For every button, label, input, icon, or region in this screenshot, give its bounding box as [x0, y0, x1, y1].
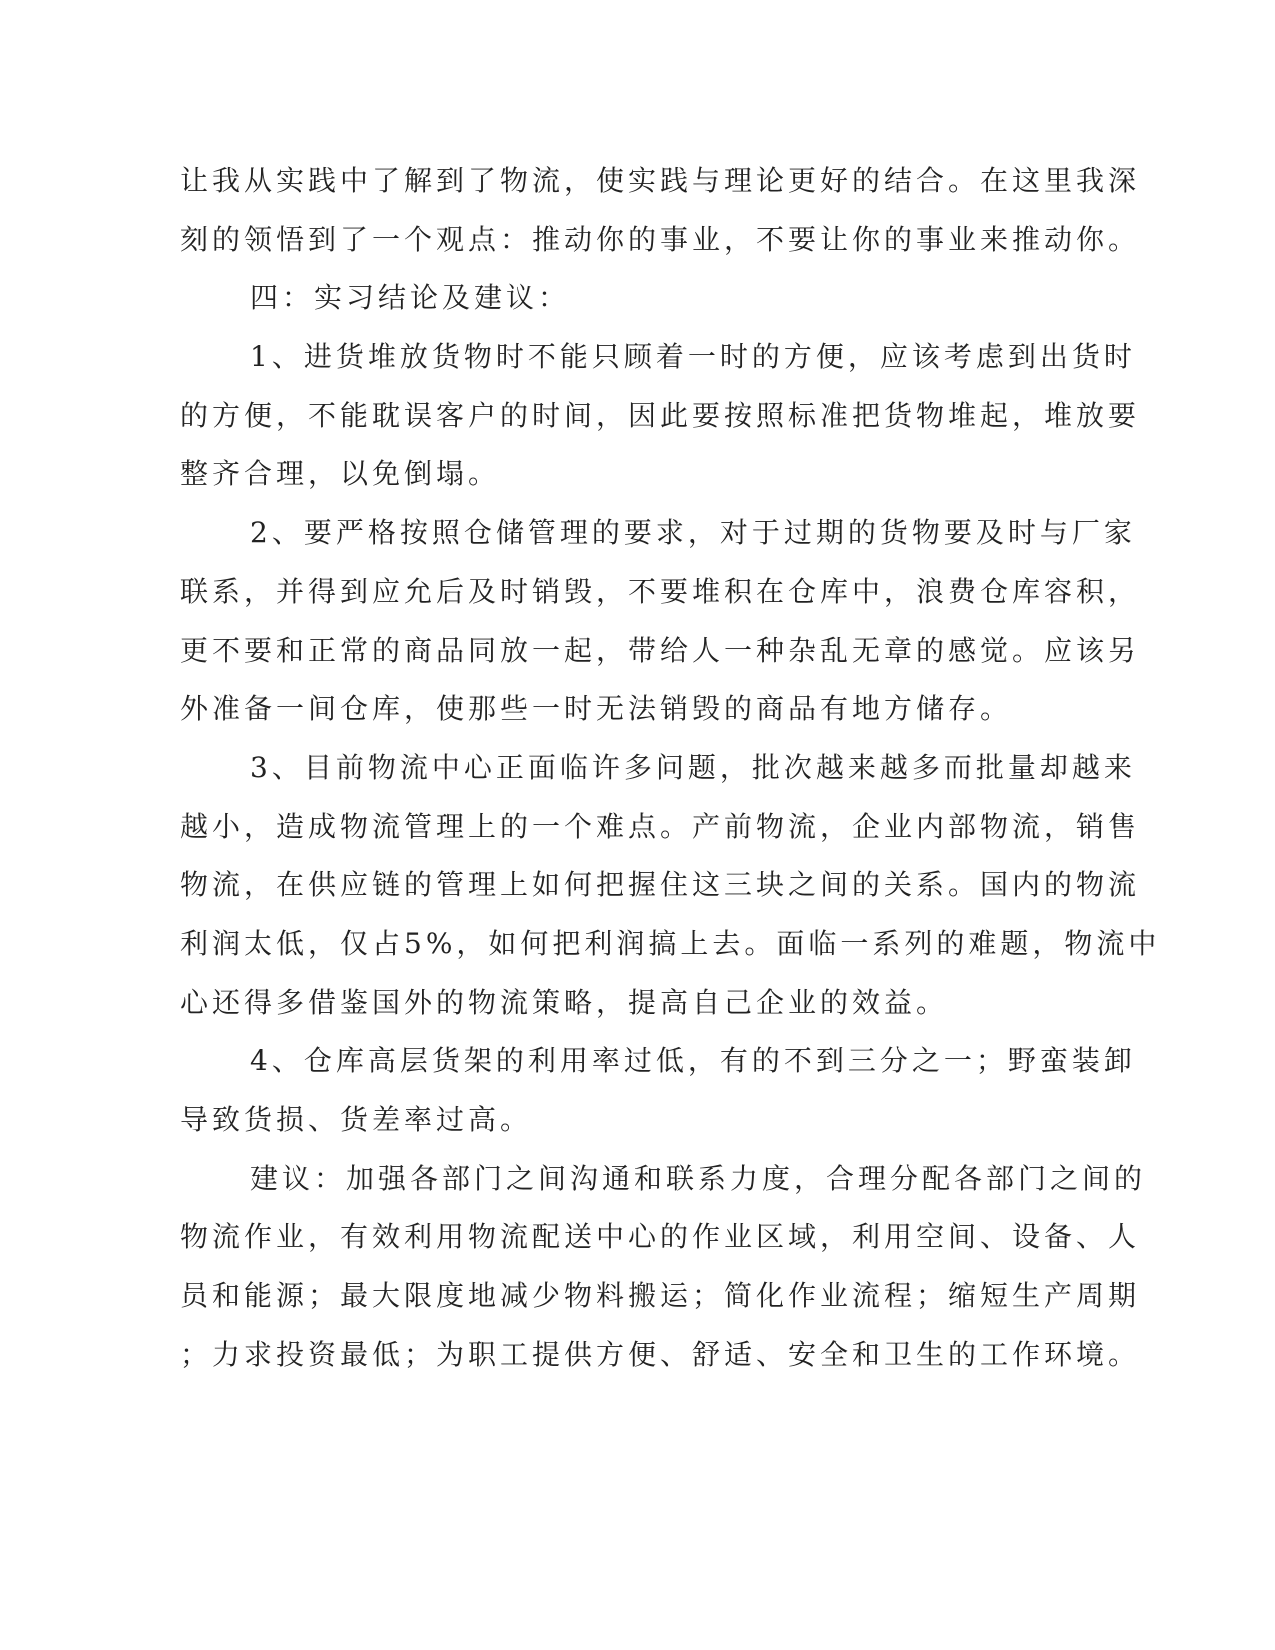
text-line: 2、要严格按照仓储管理的要求，对于过期的货物要及时与厂家 — [250, 516, 1136, 550]
text-line: 1、进货堆放货物时不能只顾着一时的方便，应该考虑到出货时 — [250, 340, 1136, 374]
text-line: 物流作业，有效利用物流配送中心的作业区域，利用空间、设备、人 — [180, 1220, 1141, 1254]
text-line: 3、目前物流中心正面临许多问题，批次越来越多而批量却越来 — [250, 750, 1136, 784]
text-line: 员和能源；最大限度地减少物料搬运；简化作业流程；缩短生产周期 — [180, 1279, 1141, 1313]
text-line: 建议：加强各部门之间沟通和联系力度，合理分配各部门之间的 — [250, 1161, 1147, 1195]
text-line: 4、仓库高层货架的利用率过低，有的不到三分之一；野蛮装卸 — [250, 1044, 1136, 1078]
text-line: 越小，造成物流管理上的一个难点。产前物流，企业内部物流，销售 — [180, 809, 1141, 843]
text-line: 利润太低，仅占5%，如何把利润搞上去。面临一系列的难题，物流中 — [180, 926, 1161, 960]
text-line: 心还得多借鉴国外的物流策略，提高自己企业的效益。 — [180, 985, 949, 1019]
text-line: 物流，在供应链的管理上如何把握住这三块之间的关系。国内的物流 — [180, 868, 1141, 902]
text-line: 更不要和正常的商品同放一起，带给人一种杂乱无章的感觉。应该另 — [180, 633, 1141, 667]
text-line: 整齐合理，以免倒塌。 — [180, 457, 501, 491]
text-line: 联系，并得到应允后及时销毁，不要堆积在仓库中，浪费仓库容积， — [180, 574, 1141, 608]
text-line: 让我从实践中了解到了物流，使实践与理论更好的结合。在这里我深 — [180, 164, 1141, 197]
body-text — [180, 152, 1161, 1384]
section-heading: 四：实习结论及建议： — [250, 281, 571, 315]
text-line: 刻的领悟到了一个观点：推动你的事业，不要让你的事业来推动你。 — [180, 222, 1141, 256]
text-line: 的方便，不能耽误客户的时间，因此要按照标准把货物堆起，堆放要 — [180, 398, 1141, 432]
text-line: 导致货损、货差率过高。 — [180, 1103, 533, 1136]
text-line: ；力求投资最低；为职工提供方便、舒适、安全和卫生的工作环境。 — [180, 1337, 1141, 1371]
text-line: 外准备一间仓库，使那些一时无法销毁的商品有地方储存。 — [180, 692, 1013, 726]
